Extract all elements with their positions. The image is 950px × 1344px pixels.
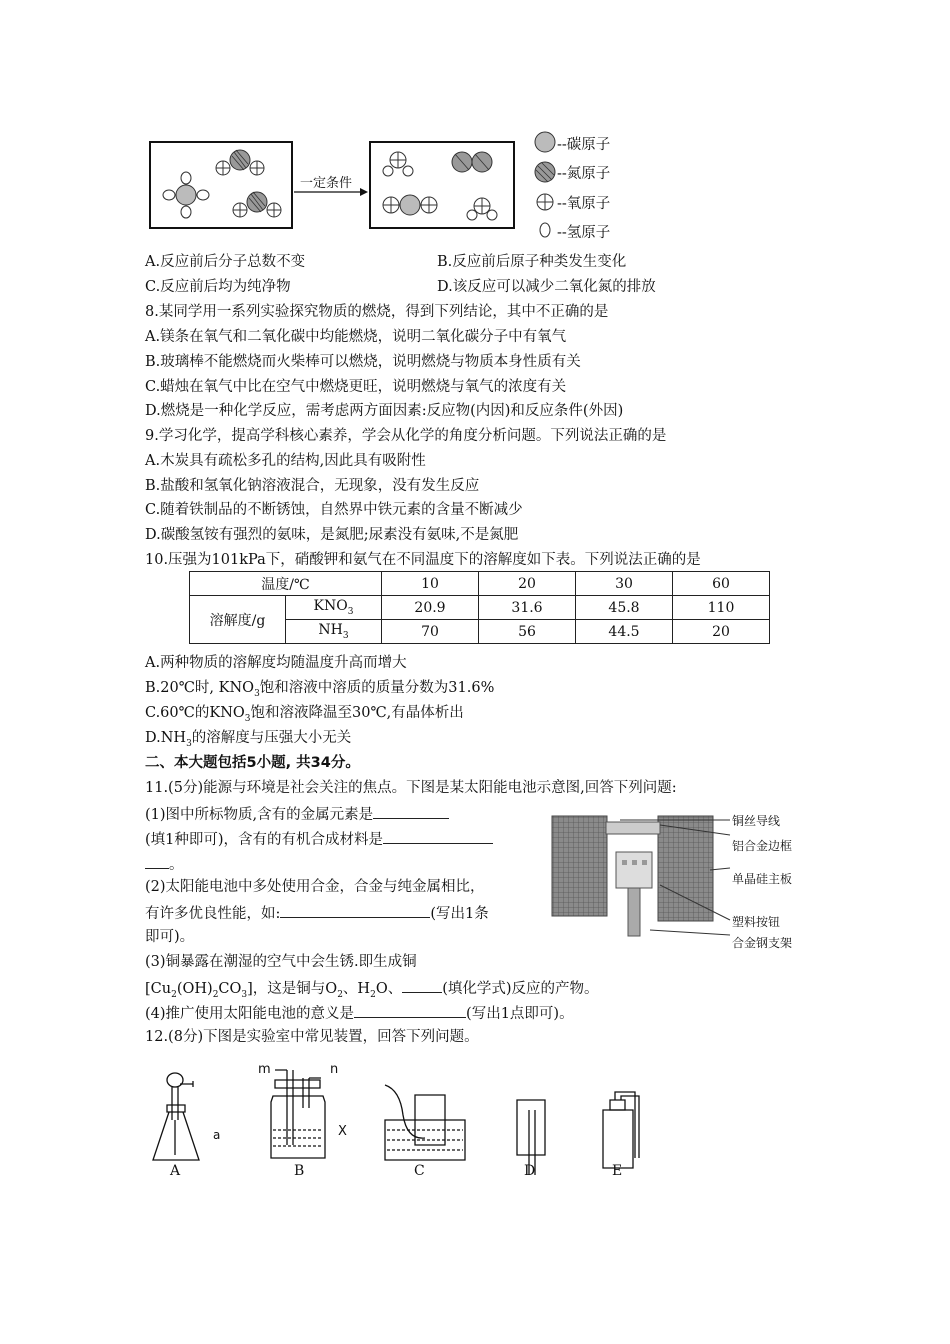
q9-option-a: A.木炭具有疏松多孔的结构,因此具有吸附性 [145,453,426,469]
q7-option-a: A.反应前后分子总数不变 [145,254,306,270]
label-m: m [258,1062,271,1077]
hydrogen-atom-icon [540,223,550,237]
answer-blank[interactable] [145,853,169,869]
value-cell: 110 [673,596,770,620]
legend-carbon: --碳原子 [557,137,611,153]
q11-part1: (1)图中所标物质,含有的金属元素是 [145,803,449,825]
temp-cell: 10 [382,572,479,596]
value-cell: 44.5 [576,620,673,644]
temp-cell: 60 [673,572,770,596]
lab-apparatus-figure [145,1060,665,1185]
atom-legend-icons [530,130,560,242]
section-2-heading: 二、本大题包括5小题, 共34分。 [145,755,360,771]
label-n: n [330,1062,339,1077]
value-cell: 20 [673,620,770,644]
q11-part2-end: 即可)。 [145,929,195,945]
legend-nitrogen: --氮原子 [557,166,611,182]
value-cell: 45.8 [576,596,673,620]
legend-oxygen: --氧原子 [557,196,611,212]
q8-option-a: A.镁条在氧气和二氧化碳中均能燃烧，说明二氧化碳分子中有氧气 [145,329,567,345]
label-aluminum-frame: 铝合金边框 [732,839,793,853]
q9-option-c: C.随着铁制品的不断锈蚀，自然界中铁元素的含量不断减少 [145,502,523,518]
q10-stem: 10.压强为101kPa下，硝酸钾和氨气在不同温度下的溶解度如下表。下列说法正确的是 [145,552,701,568]
q7-option-c: C.反应前后均为纯净物 [145,279,291,295]
value-cell: 56 [479,620,576,644]
value-cell: 31.6 [479,596,576,620]
q10-option-a: A.两种物质的溶解度均随温度升高而增大 [145,655,407,671]
temp-cell: 20 [479,572,576,596]
answer-blank[interactable] [402,977,442,993]
q9-option-b: B.盐酸和氢氧化钠溶液混合，无现象，没有发生反应 [145,478,480,494]
label-x: X [338,1124,347,1139]
apparatus-e-bottle [603,1092,639,1168]
q11-part3-cont: $[Cu_2(OH)_2CO_3]$，这是铜与$O_2$、$H_2O$、 (填化学式)反应的产物。 [145,977,599,1005]
q12-stem: 12.(8分)下图是实验室中常见装置，回答下列问题。 [145,1029,479,1045]
legend-hydrogen: --氢原子 [557,225,611,241]
q11-part3: (3)铜暴露在潮湿的空气中会生锈.即生成铜 [145,954,417,970]
answer-blank[interactable] [383,828,493,844]
answer-blank[interactable] [280,902,430,918]
q11-part2-cont: 有许多优良性能，如: (写出1条 [145,902,489,924]
solubility-header: 溶解度/g [190,596,286,644]
q8-stem: 8.某同学用一系列实验探究物质的燃烧，得到下列结论，其中不正确的是 [145,304,609,320]
answer-blank[interactable] [354,1002,466,1018]
value-cell: 20.9 [382,596,479,620]
temp-header: 温度/℃ [190,572,382,596]
figure-pointer-lines [600,810,740,950]
carbon-dioxide-molecule [383,195,437,215]
q10-option-b: B.20℃时, $KNO_3$饱和溶液中溶质的质量分数为31.6% [145,680,495,699]
label-silicon-board: 单晶硅主板 [732,872,793,886]
label-a: a [213,1128,221,1142]
q10-option-d: $D.NH_3$的溶解度与压强大小无关 [145,730,352,749]
label-steel-support: 合金钢支架 [732,936,793,950]
label-copper-wire: 铜丝导线 [732,814,781,828]
q11-stem: 11.(5分)能源与环境是社会关注的焦点。下图是某太阳能电池示意图,回答下列问题: [145,780,677,796]
q10-option-c: C.60℃的$KNO_3$饱和溶液降温至30℃,有晶体析出 [145,705,464,724]
value-cell: 70 [382,620,479,644]
q9-stem: 9.学习化学，提高学科核心素养，学会从化学的角度分析问题。下列说法正确的是 [145,428,667,444]
q9-option-d: D.碳酸氢铵有强烈的氨味，是氮肥;尿素没有氨味,不是氮肥 [145,527,519,543]
kno3-label: $KNO_3$ [286,596,382,620]
q11-part4: (4)推广使用太阳能电池的意义是 (写出1点即可)。 [145,1002,574,1024]
q11-part2: (2)太阳能电池中多处使用合金，合金与纯金属相比， [145,879,485,895]
apparatus-label-e: E [612,1163,623,1179]
solubility-table [189,571,770,644]
apparatus-label-b: B [294,1163,305,1179]
q8-option-b: B.玻璃棒不能燃烧而火柴棒可以燃烧，说明燃烧与物质本身性质有关 [145,354,581,370]
q7-option-d: D.该反应可以减少二氧化氮的排放 [437,279,656,295]
apparatus-a-flask [153,1073,199,1160]
carbon-atom-icon [535,132,555,152]
q8-option-c: C.蜡烛在氧气中比在空气中燃烧更旺，说明燃烧与氧气的浓度有关 [145,379,567,395]
apparatus-b-bottle [271,1070,325,1158]
apparatus-label-d: D [524,1163,536,1179]
answer-blank[interactable] [373,803,449,819]
label-plastic-button: 塑料按钮 [732,915,781,929]
apparatus-label-c: C [414,1163,425,1179]
q11-part1-end: 。 [145,853,184,875]
q11-part1-cont: (填1种即可)，含有的有机合成材料是 [145,828,493,850]
apparatus-label-a: A [170,1163,181,1179]
q7-option-b: B.反应前后原子种类发生变化 [437,254,627,270]
nh3-label: $NH_3$ [286,620,382,644]
apparatus-c-trough [385,1085,465,1160]
reaction-condition-label: 一定条件 [300,176,353,191]
temp-cell: 30 [576,572,673,596]
q8-option-d: D.燃烧是一种化学反应，需考虑两方面因素:反应物(内因)和反应条件(外因) [145,403,624,419]
